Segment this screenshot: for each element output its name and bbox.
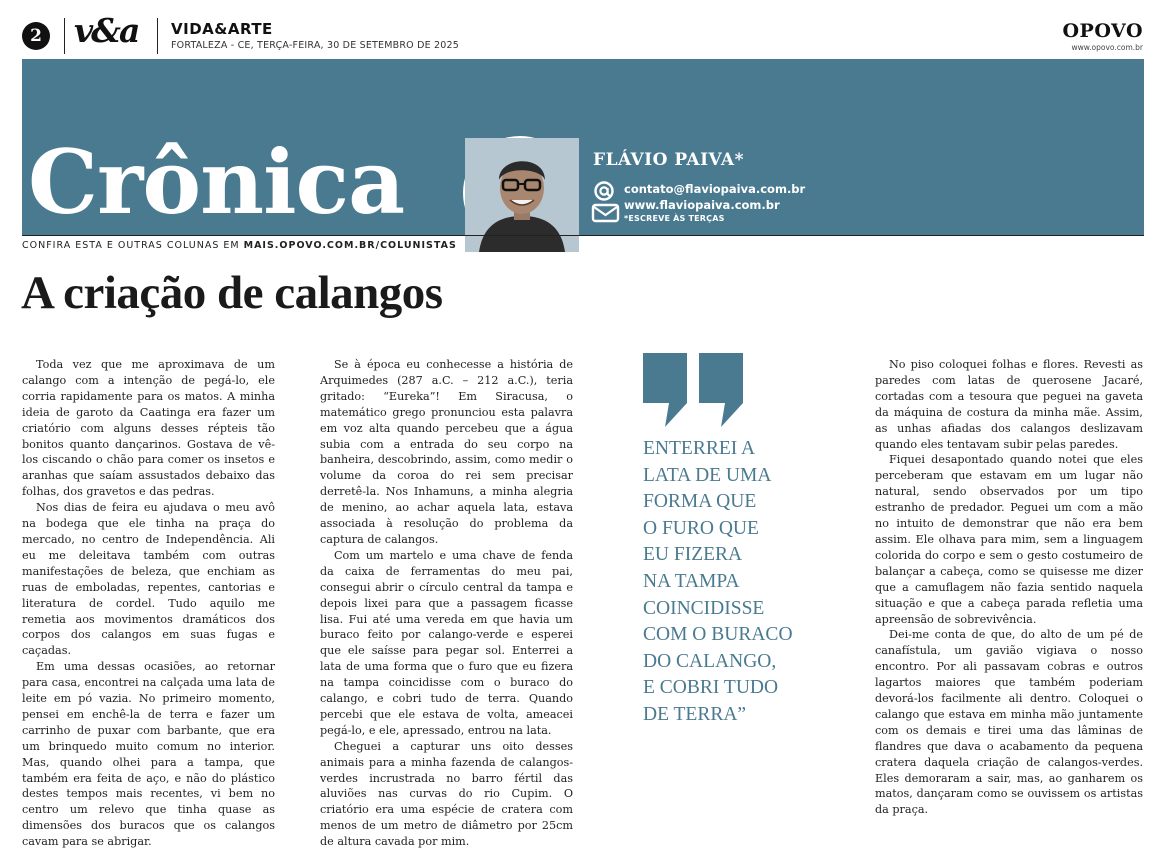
paragraph: Dei-me conta de que, do alto de um pé de canafístula, um gavião vigiava o nosso encontro. Por ali passavam cobras e outros lagartos maiores que também poderiam devorá-los facilmente ali dentro. Coloquei o calango que estava em minha mão juntamente com os demais e tirei uma das lâminas de flandres que dava o acabamento da pequena cratera daquela criação de calangos-verdes. Eles demoraram a sair, mas, ao ganharem os matos, dançaram como se ouvissem os artistas da praça. — [875, 628, 1143, 817]
paragraph: Cheguei a capturar uns oito desses animais para a minha fazenda de calangos-verdes incrustrada no barro fértil das aluviões nas curvas do rio Cupim. O criatório era uma espécie de cratera com menos de um metro de diâmetro por 25cm de altura cavada por mim. — [320, 739, 573, 849]
quote-mark-icon — [643, 353, 745, 427]
pull-quote-line: DE TERRA” — [643, 703, 747, 725]
pull-quote-line: DO CALANGO, — [643, 650, 777, 672]
paragraph: Se à época eu conhecesse a história de Arquimedes (287 a.C. – 212 a.C.), teria gritado: “Eureka”! Em Siracusa, o matemático grego pronunciou esta palavra em voz alta quando percebeu que a água subia com a entrada do seu corpo na banheira, descobrindo, assim, como medir o volume da coroa do rei sem precisar derretê-la. Nos Inhamuns, a minha alegria de menino, ao achar aquela lata, estava associada à resolução do problema da captura de calangos. — [320, 358, 573, 546]
author-website-link[interactable]: www.flaviopaiva.com.br — [624, 198, 780, 212]
pull-quote-line: O FURO QUE — [643, 517, 759, 539]
divider — [64, 18, 65, 54]
article-column-1 — [22, 357, 275, 850]
at-sign-icon — [596, 183, 613, 200]
paragraph: Nos dias de feira eu ajudava o meu avô na bodega que ele tinha na praça do mercado, no centro de Independência. Ali eu me deleitava também com outras manifestações de beleza, que enchiam as ruas de emboladas, repentes, cantorias e literatura de cordel. Tudo aquilo me remetia aos movimentos dramáticos dos corpos dos calangos em suas fugas e caçadas. — [22, 501, 275, 658]
author-schedule-note: *ESCREVE ÀS TERÇAS — [624, 214, 725, 223]
column-title: Crônica — [28, 130, 405, 234]
headline: A criação de calangos — [21, 267, 443, 319]
pull-quote-line: NA TAMPA — [643, 570, 740, 592]
paragraph: Com um martelo e uma chave de fenda da caixa de ferramentas do meu pai, consegui abrir o círculo central da tampa e depois lixei para que a passagem ficasse lisa. Fui até uma vereda em que havia um buraco feito por calango-verde e esperei que ele saísse para pegar sol. Enterrei a lata de uma forma que o furo que eu fizera na tampa coincidisse com o buraco do calango, e cobri tudo de terra. Quando percebi que ele estava de volta, ameacei pegá-lo, e ele, apressado, entrou na lata. — [320, 548, 573, 737]
page-number: 2 — [22, 22, 50, 50]
paragraph: Em uma dessas ocasiões, ao retornar para casa, encontrei na calçada uma lata de leite em pó vazia. No primeiro momento, pensei em enchê-la de terra e fazer um carrinho de puxar com barbante, que era um brinquedo muito comum no interior. Mas, quando olhei para a tampa, que também era feita de aço, e não do plástico destes tempos mais recentes, vi bem no centro um relevo que tinha quase as dimensões dos buracos que os calangos cavam para se abrigar. — [22, 660, 275, 849]
pull-quote-line: FORMA QUE — [643, 491, 757, 513]
author-email-link[interactable]: contato@flaviopaiva.com.br — [624, 182, 806, 196]
pull-quote-line: EU FIZERA — [643, 544, 743, 566]
supplement-logo: v&a — [74, 11, 139, 50]
dateline: FORTALEZA - CE, TERÇA-FEIRA, 30 DE SETEMBRO DE 2025 — [171, 40, 459, 51]
article-column-4 — [875, 357, 1143, 818]
pull-quote-line: ENTERREI A — [643, 438, 756, 459]
contact-icons — [591, 180, 621, 224]
pull-quote-line: LATA DE UMA — [643, 464, 772, 486]
pull-quote-line: COINCIDISSE — [643, 597, 765, 619]
more-columns-link[interactable]: MAIS.OPOVO.COM.BR/COLUNISTAS — [243, 240, 457, 251]
pull-quote — [643, 436, 818, 729]
brand-logo: OPOVO — [1062, 20, 1143, 42]
pull-quote-line: COM O BURACO — [643, 624, 793, 646]
envelope-icon — [593, 205, 618, 221]
more-columns-line — [22, 240, 457, 251]
author-photo — [463, 136, 577, 250]
paragraph: Toda vez que me aproximava de um calango com a intenção de pegá-lo, ele corria rapidamente para os matos. A minha ideia de garoto da Caatinga era fazer um criatório com alguns desses répteis tão bonitos quanto dançarinos. Gostava de vê-los ciscando o chão para comer os insetos e aranhas que saíam assustados debaixo das folhas, dos gravetos e das pedras. — [22, 358, 275, 499]
article-column-2 — [320, 357, 573, 850]
divider — [22, 235, 1144, 236]
paragraph: Fiquei desapontado quando notei que eles perceberam que estavam em um lugar não natural, sendo observados por um tipo estranho de predador. Peguei um com a mão no intuito de demonstrar que não era bem assim. Ele olhava para mim, sem a linguagem colorida do corpo e sem o gesto costumeiro de balançar a cabeça, como se quisesse me dizer que a camuflagem não fazia sentido naquela situação e que a cabeça parada refletia uma apreensão de sobrevivência. — [875, 453, 1143, 626]
section-name: VIDA&ARTE — [171, 20, 273, 38]
pull-quote-line: E COBRI TUDO — [643, 677, 779, 699]
author-name: FLÁVIO PAIVA* — [593, 150, 744, 170]
divider — [157, 18, 158, 54]
brand-site: www.opovo.com.br — [1071, 43, 1143, 52]
paragraph: No piso coloquei folhas e flores. Revesti as paredes com latas de querosene Jacaré, cortadas com a tesoura que peguei na gaveta da máquina de costura da minha mãe. Assim, as unhas afiadas dos calangos deslizavam quando eles tentavam subir pelas paredes. — [875, 358, 1143, 451]
more-columns-prefix: CONFIRA ESTA E OUTRAS COLUNAS EM — [22, 240, 240, 251]
